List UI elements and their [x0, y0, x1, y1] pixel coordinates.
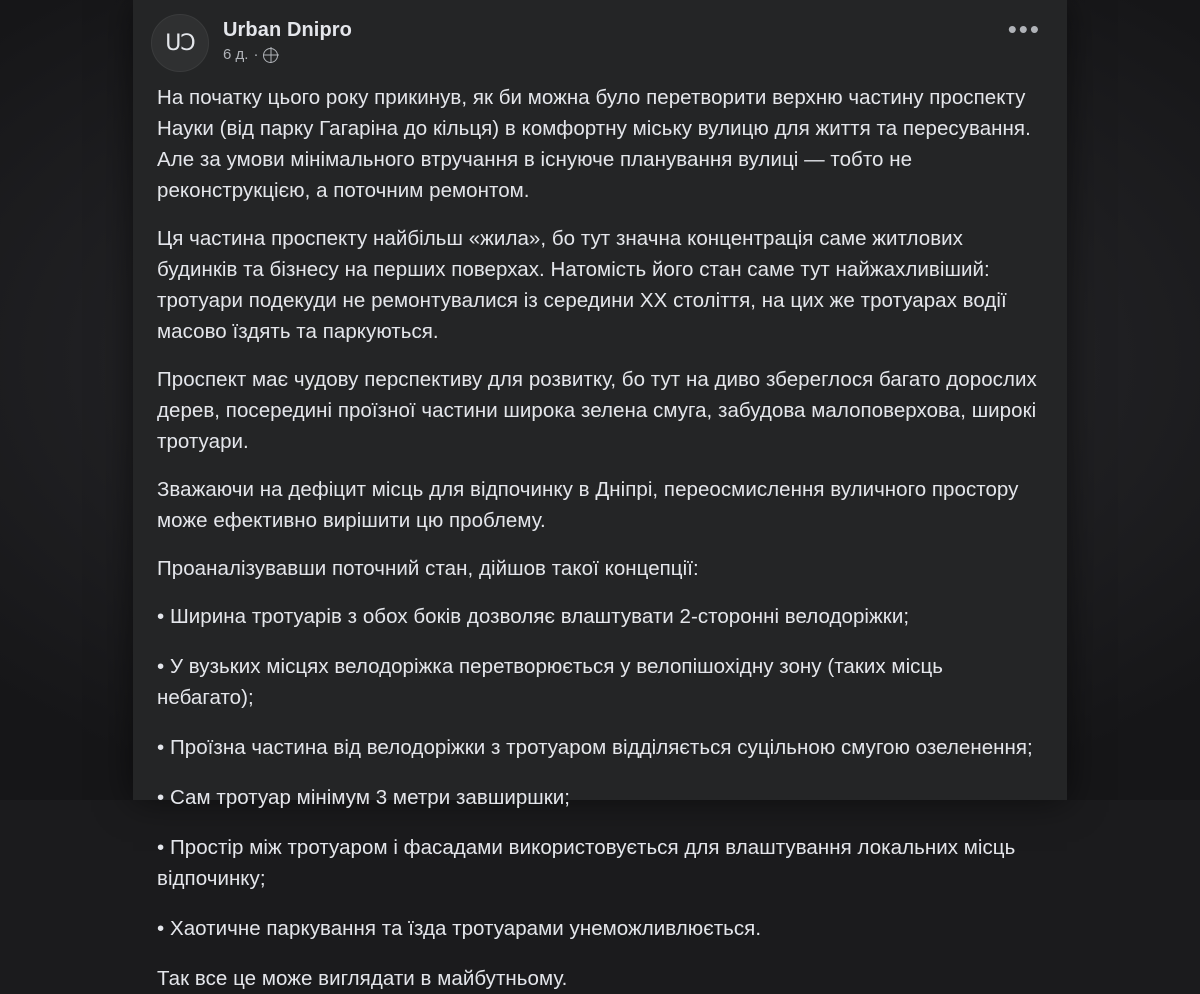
- post-timestamp[interactable]: 6 д.: [223, 46, 249, 63]
- post-meta: [223, 46, 1000, 64]
- post-bullet-item: • Хаотичне паркування та їзда тротуарами унеможливлюється.: [157, 917, 762, 940]
- post-bullet-item: • Ширина тротуарів з обох боків дозволяє влаштувати 2-сторонні велодоріжки;: [157, 605, 910, 628]
- post-body: [133, 78, 1067, 994]
- avatar[interactable]: [151, 14, 209, 72]
- globe-icon[interactable]: [263, 48, 278, 63]
- post-paragraph: Зважаючи на дефіцит місць для відпочинку в Дніпрі, переосмислення вуличного простору може ефективно вирішити цю проблему.: [157, 478, 1019, 532]
- facebook-post-card: [133, 0, 1067, 990]
- post-paragraph: На початку цього року прикинув, як би можна було перетворити верхню частину проспекту Науки (від парку Гагаріна до кільця) в комфортну міську вулицю для життя та пересування. Але за умови мінімального втручання в існуюче планування вулиці — тобто не реконструкцією, а поточним ремонтом.: [157, 86, 1031, 202]
- post-paragraph: Ця частина проспекту найбільш «жила», бо тут значна концентрація саме житлових будинків та бізнесу на перших поверхах. Натомість його стан саме тут найжахливіший: тротуари подекуди не ремонтувалися із середини XX століття, на цих же тротуарах водії масово їздять та паркуються.: [157, 227, 1007, 343]
- post-bullet-item: • У вузьких місцях велодоріжка перетворюється у велопішохідну зону (таких місць небагато);: [157, 655, 943, 709]
- post-paragraph: Так все це може виглядати в майбутньому.: [157, 967, 568, 990]
- post-bullet-item: • Сам тротуар мінімум 3 метри завширшки;: [157, 786, 571, 809]
- post-author-name[interactable]: Urban Dnipro: [223, 19, 352, 41]
- post-bullet-item: • Проїзна частина від велодоріжки з тротуаром відділяється суцільною смугою озеленення;: [157, 736, 1033, 759]
- meta-separator: ·: [253, 46, 259, 63]
- avatar-logo-text: UƆ: [165, 30, 195, 56]
- post-paragraph: Проспект має чудову перспективу для розвитку, бо тут на диво збереглося багато дорослих дерев, посередині проїзної частини широка зелена смуга, забудова малоповерхова, широкі тротуари.: [157, 368, 1037, 453]
- post-paragraph: Проаналізувавши поточний стан, дійшов такої концепції:: [157, 557, 699, 580]
- post-bullet-item: • Простір між тротуаром і фасадами використовується для влаштування локальних місць відпочинку;: [157, 836, 1016, 890]
- post-header-text: [223, 14, 1000, 64]
- post-header: [133, 0, 1067, 78]
- more-options-button[interactable]: •••: [1007, 14, 1041, 44]
